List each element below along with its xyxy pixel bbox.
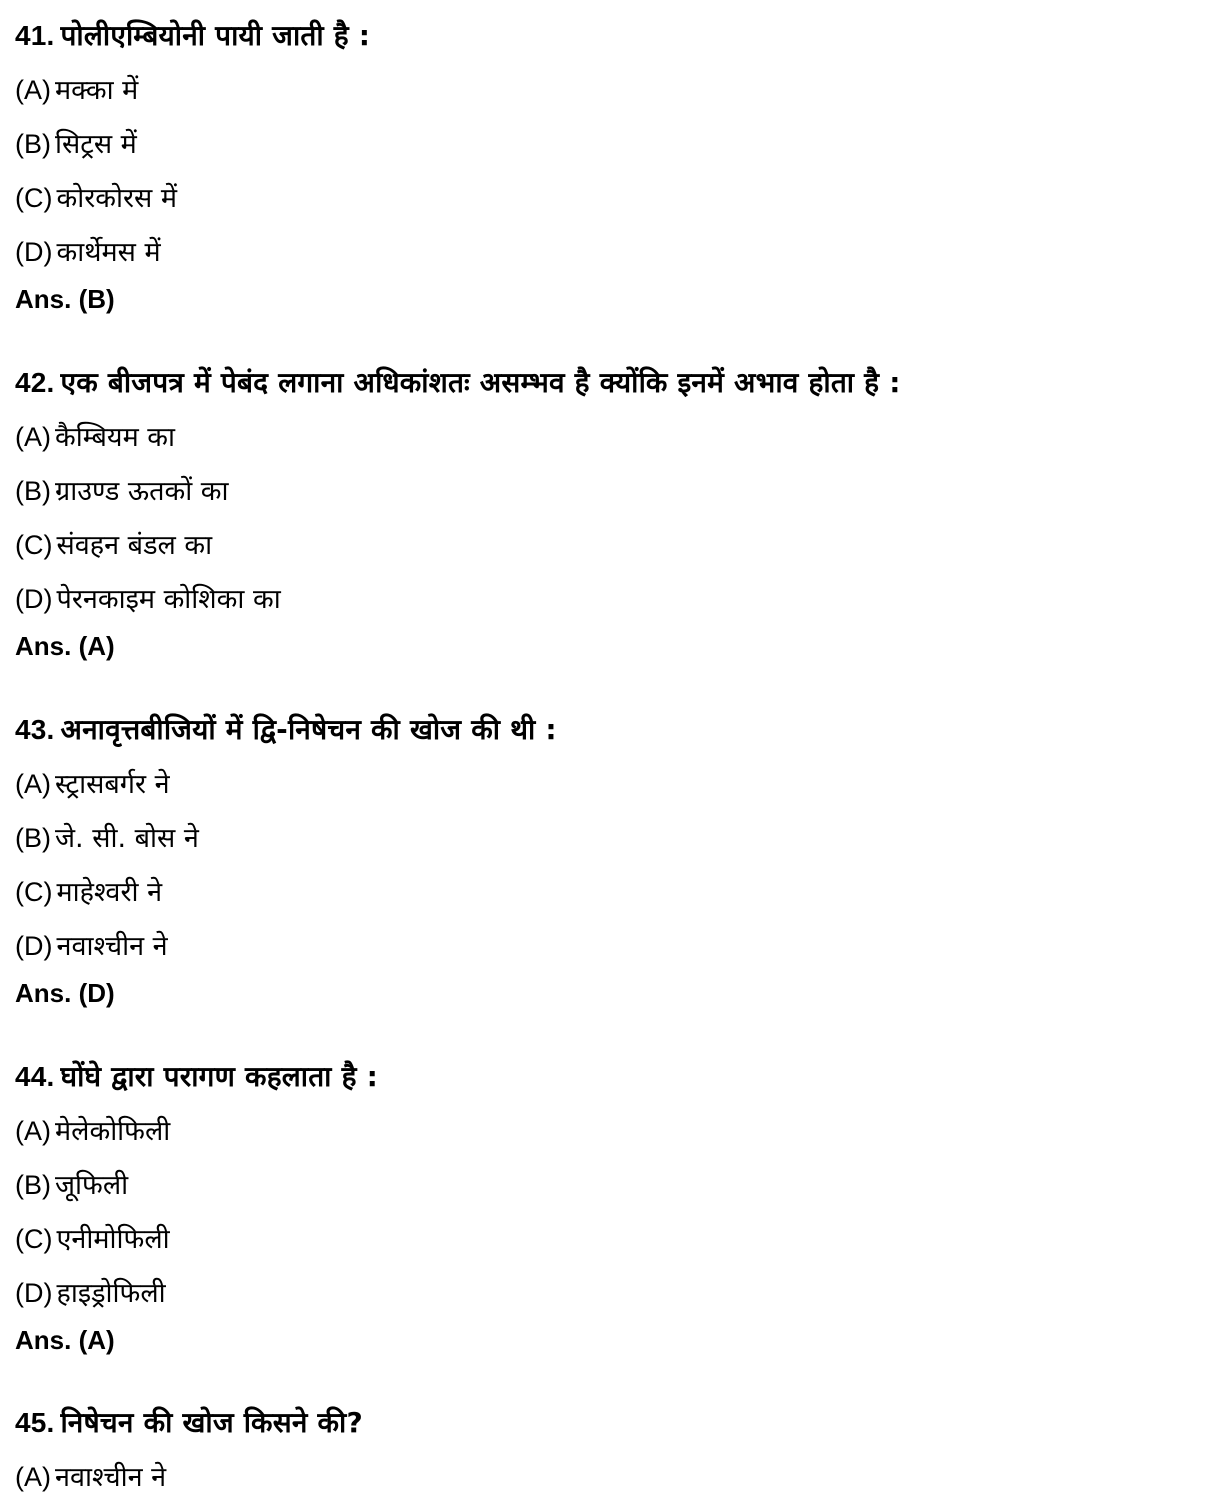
answer: Ans. (A) [15,1325,115,1355]
option-label: (D) [15,584,53,614]
question-text-line [15,356,1210,410]
option-label: (C) [15,877,53,907]
option-text: मक्का में [55,75,139,106]
option-label: (B) [15,476,51,506]
option-label: (D) [15,237,53,267]
option-text: मेलेकोफिली [55,1116,171,1147]
option-text: सिट्रस में [55,129,137,160]
option-a [15,410,1210,464]
option-text: स्ट्रासबर्गर ने [55,769,170,800]
option-label: (A) [15,1462,51,1492]
option-b [15,1158,1210,1212]
option-d [15,919,1210,973]
question-text: निषेचन की खोज किसने की? [60,1406,363,1439]
option-a [15,1450,1210,1504]
option-label: (A) [15,769,51,799]
option-a [15,757,1210,811]
answer: Ans. (A) [15,631,115,661]
question-41 [15,9,1210,319]
option-b [15,464,1210,518]
option-c [15,171,1210,225]
option-label: (A) [15,75,51,105]
option-text: एनीमोफिली [56,1224,170,1255]
option-d [15,572,1210,626]
question-43 [15,703,1210,1013]
question-number: 42. [15,367,55,398]
option-label: (B) [15,823,51,853]
option-text: जे. सी. बोस ने [55,823,199,854]
option-text: नवाश्चीन ने [55,1462,167,1493]
question-text: घोंघे द्वारा परागण कहलाता है : [60,1060,378,1093]
option-label: (A) [15,1116,51,1146]
option-label: (D) [15,931,53,961]
answer: Ans. (B) [15,284,115,314]
question-number: 41. [15,20,55,51]
option-label: (C) [15,183,53,213]
question-text-line [15,1050,1210,1104]
question-text-line [15,703,1210,757]
question-number: 43. [15,714,55,745]
option-label: (C) [15,530,53,560]
option-text: कार्थेमस में [56,237,161,268]
option-c [15,865,1210,919]
question-44 [15,1050,1210,1360]
option-text: नवाश्चीन ने [56,931,168,962]
option-label: (A) [15,422,51,452]
option-text: कोरकोरस में [56,183,178,214]
option-text: पेरनकाइम कोशिका का [56,584,281,615]
option-c [15,518,1210,572]
option-d [15,225,1210,279]
option-label: (D) [15,1278,53,1308]
answer: Ans. (D) [15,978,115,1008]
question-42 [15,356,1210,666]
option-text: जूफिली [55,1170,129,1201]
option-text: कैम्बियम का [55,422,176,453]
option-label: (C) [15,1224,53,1254]
option-d [15,1266,1210,1320]
question-text-line [15,1396,1210,1450]
question-number: 44. [15,1061,55,1092]
option-label: (B) [15,1170,51,1200]
option-a [15,1104,1210,1158]
option-label: (B) [15,129,51,159]
question-text: पोलीएम्बियोनी पायी जाती है : [60,19,371,52]
question-number: 45. [15,1407,55,1438]
question-text-line [15,9,1210,63]
option-b [15,811,1210,865]
option-text: माहेश्वरी ने [56,877,163,908]
option-a [15,63,1210,117]
option-text: ग्राउण्ड ऊतकों का [55,476,229,507]
question-text: अनावृत्तबीजियों में द्वि-निषेचन की खोज की थी : [60,713,557,746]
option-b [15,117,1210,171]
option-c [15,1212,1210,1266]
question-text: एक बीजपत्र में पेबंद लगाना अधिकांशतः असम्भव है क्योंकि इनमें अभाव होता है : [60,366,901,399]
option-text: हाइड्रोफिली [56,1278,166,1309]
option-text: संवहन बंडल का [56,530,213,561]
question-45 [15,1396,1210,1504]
